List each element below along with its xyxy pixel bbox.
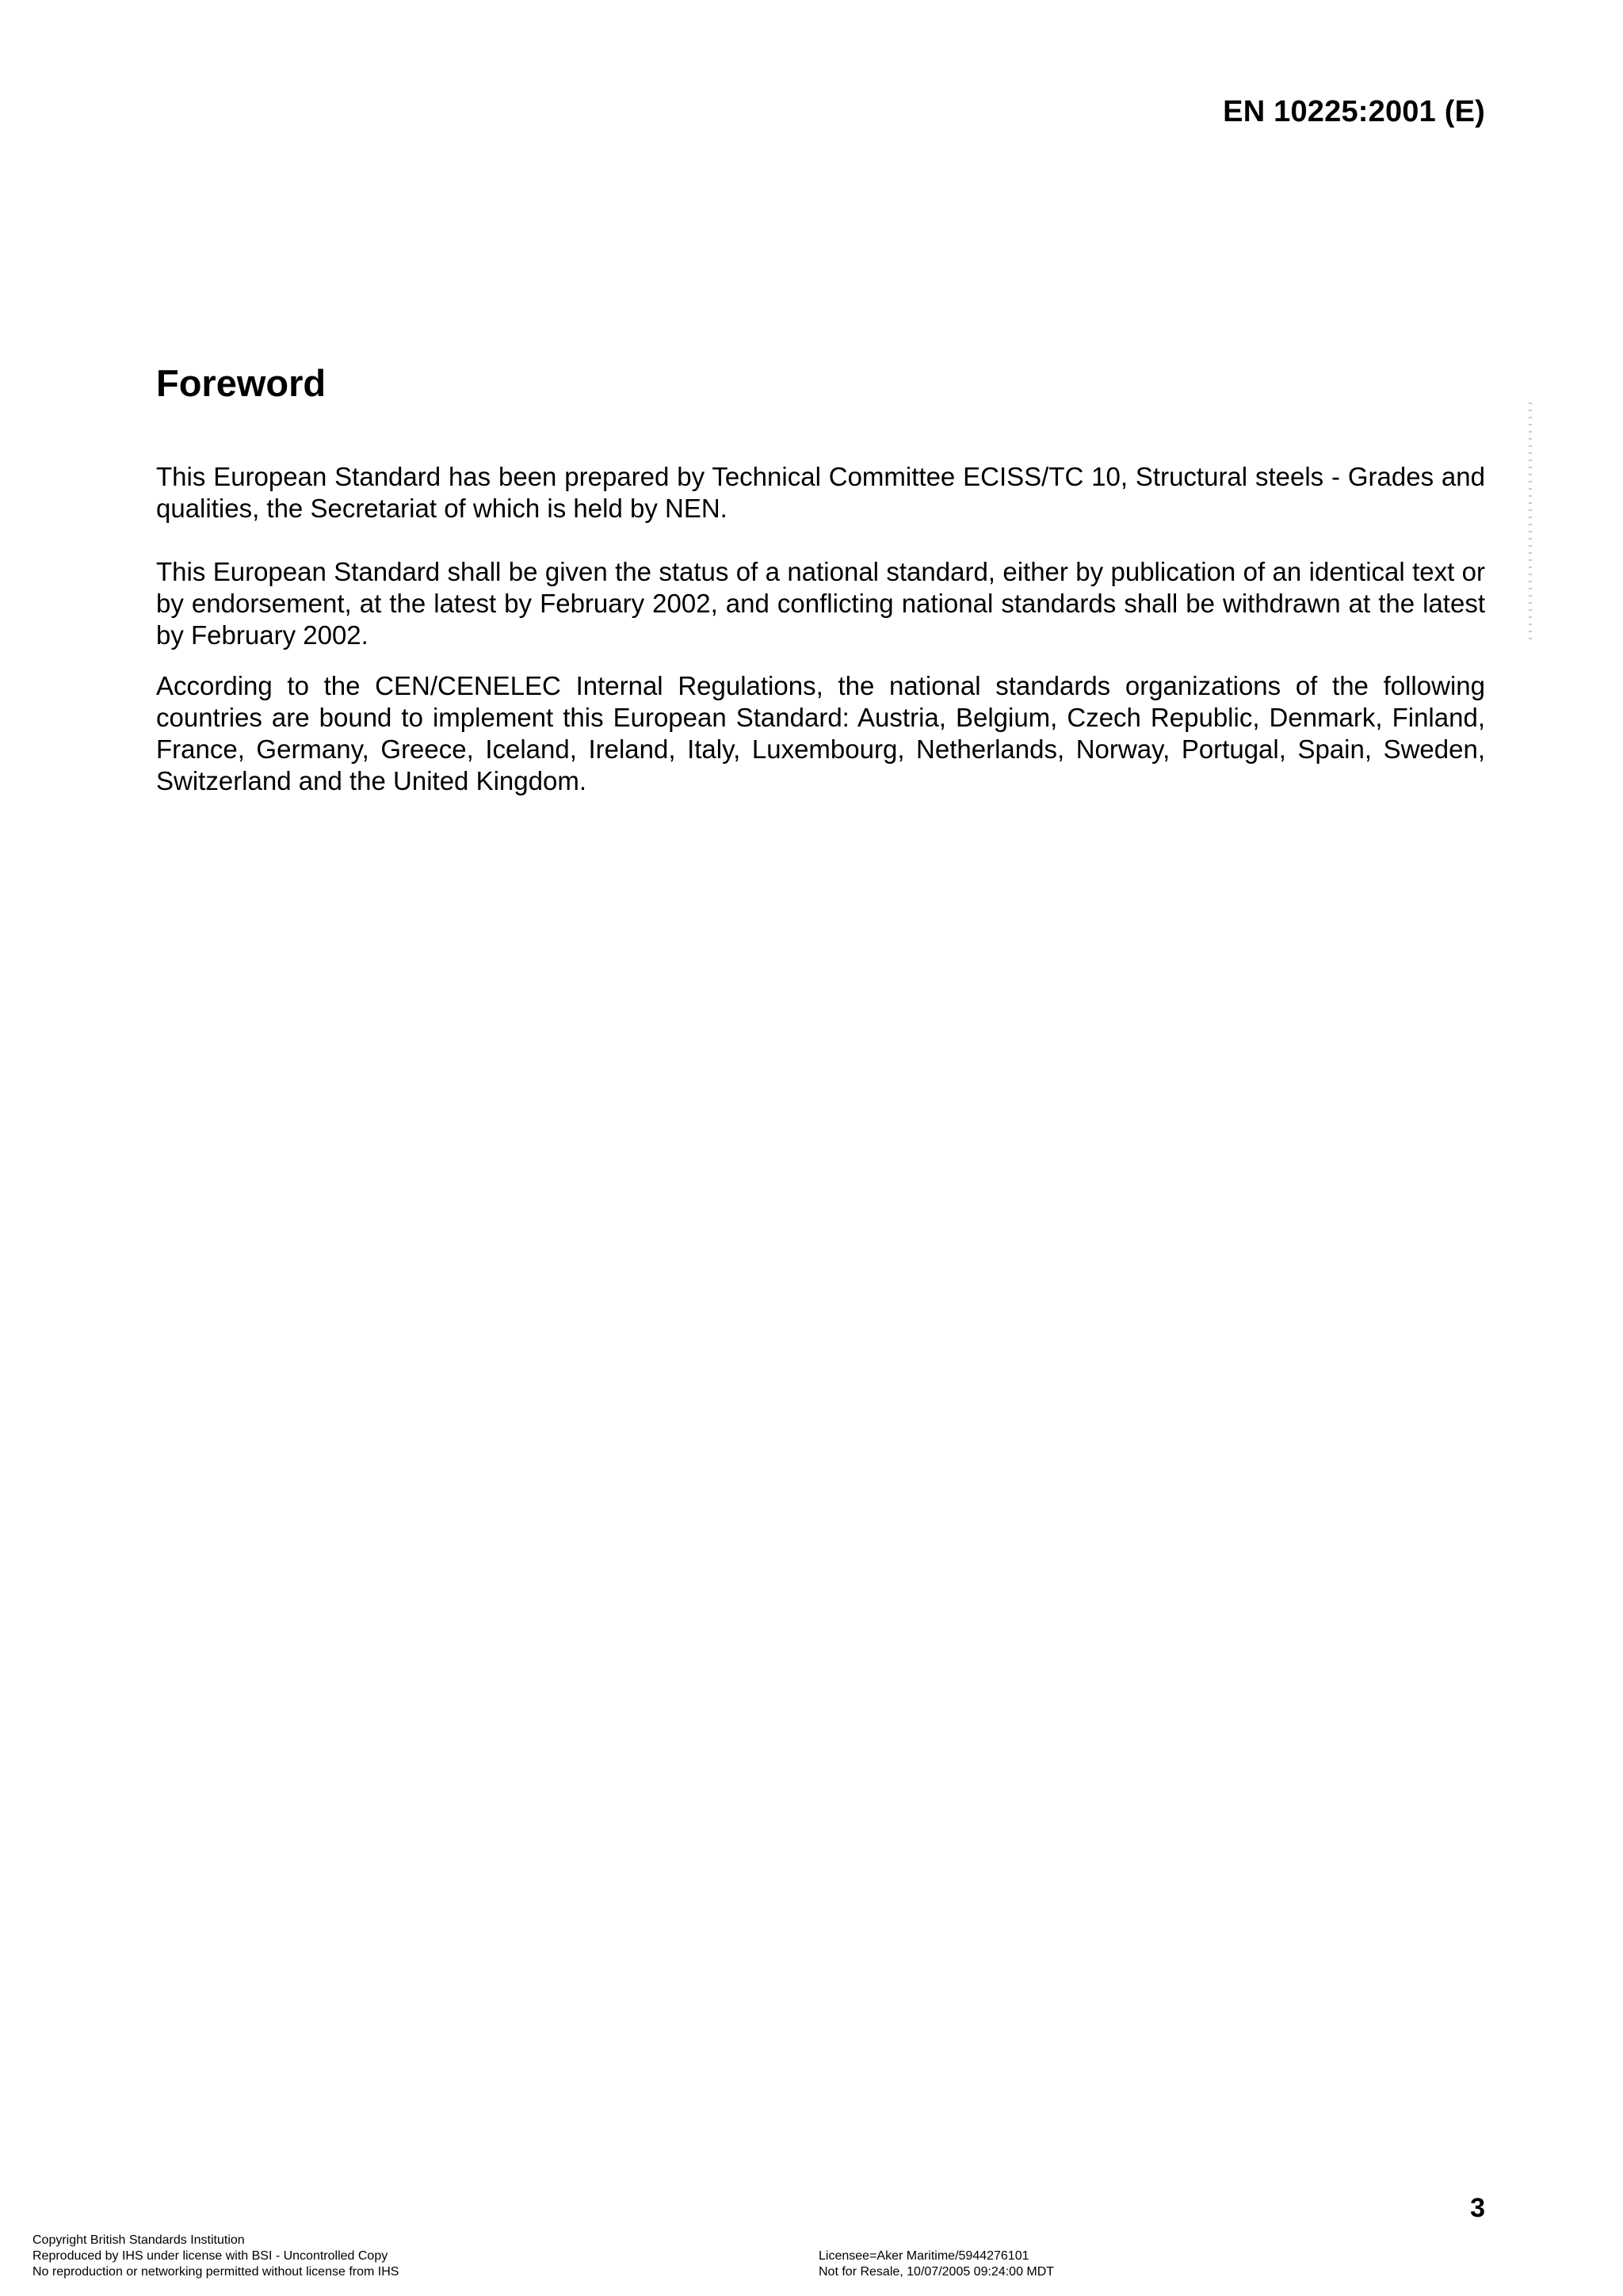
page-number: 3 [1470, 2193, 1485, 2223]
footer-reproduction-line: No reproduction or networking permitted without license from IHS [32, 2265, 399, 2279]
footer-copyright-line: Copyright British Standards Institution [32, 2233, 245, 2247]
margin-watermark-mark [1529, 402, 1532, 644]
footer-license-line: Reproduced by IHS under license with BSI - Uncontrolled Copy [32, 2249, 388, 2263]
footer-licensee [819, 2248, 1054, 2280]
paragraph-status: This European Standard shall be given the status of a national standard, either by publication of an identical text or by endorsement, at the latest by February 2002, and conflicting national standards shall be withdrawn at the latest by February 2002. [156, 557, 1485, 650]
footer-copyright [32, 2233, 399, 2280]
document-code: EN 10225:2001 (E) [1223, 95, 1485, 128]
paragraph-committee: This European Standard has been prepared by Technical Committee ECISS/TC 10, Structural steels - Grades and qualities, the Secretariat of which is held by NEN. [156, 462, 1485, 523]
footer-licensee-line: Licensee=Aker Maritime/5944276101 [819, 2249, 1029, 2263]
foreword-body [156, 461, 1485, 797]
paragraph-regulations: According to the CEN/CENELEC Internal Regulations, the national standards organizations of the following countries are bound to implement this European Standard: Austria, Belgium, Czech Republic, Denmark, Finland, France, Germany, Greece, Iceland, Ireland, Italy, Luxembourg, Netherlands, Norway, Portugal, Spain, Sweden, Switzerland and the United Kingdom. [156, 671, 1485, 795]
footer-resale-line: Not for Resale, 10/07/2005 09:24:00 MDT [819, 2265, 1055, 2279]
page-title: Foreword [156, 362, 327, 404]
